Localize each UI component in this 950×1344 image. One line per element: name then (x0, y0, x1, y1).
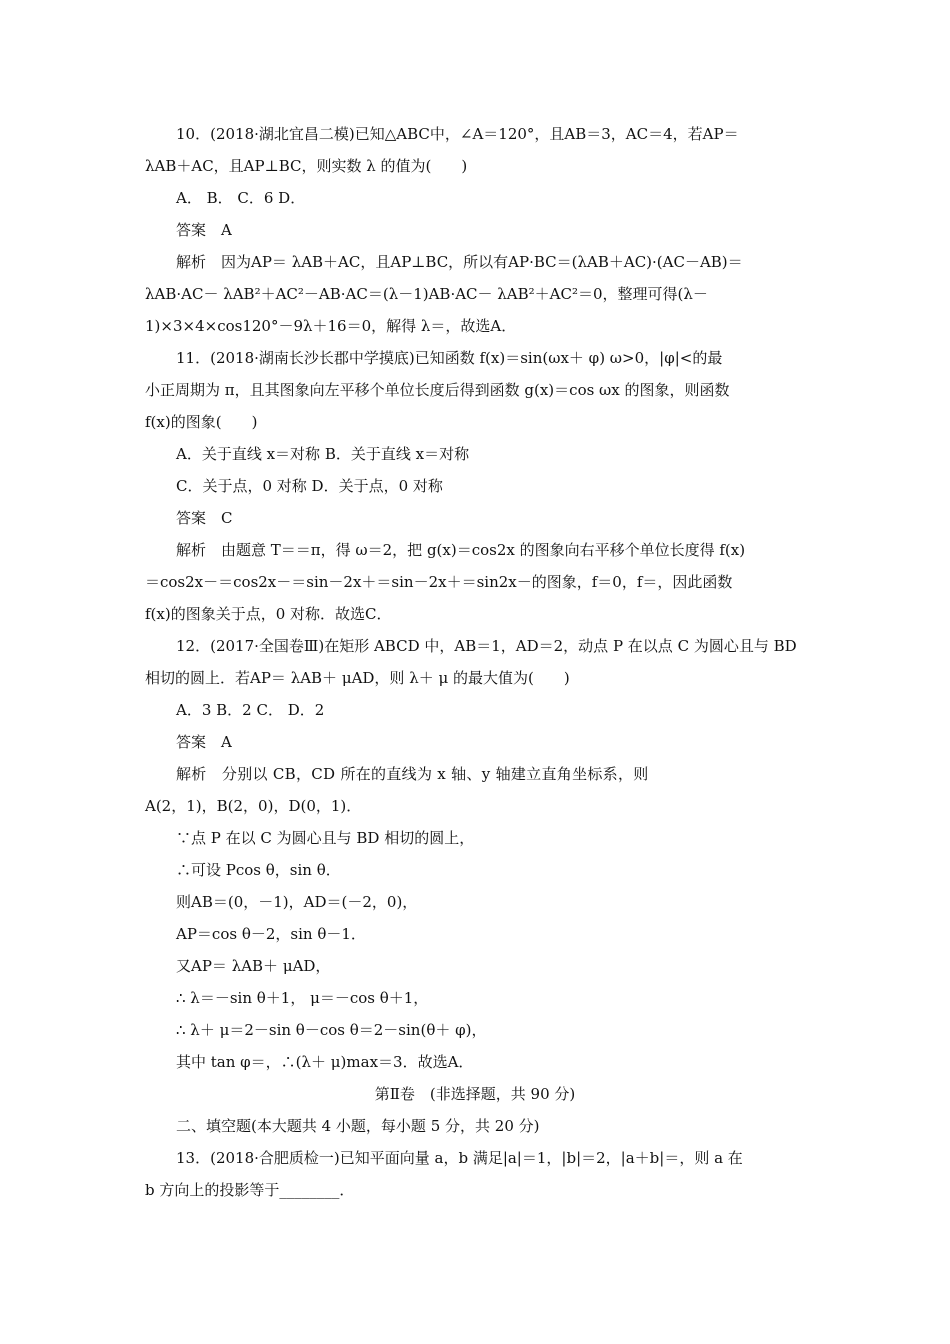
q12-analysis-line9: ∴ λ＋ μ＝2－sin θ－cos θ＝2－sin(θ＋ φ)， (176, 1021, 487, 1039)
q10-stem-line2: λAB＋AC，且AP⊥BC，则实数 λ 的值为( ) (145, 157, 468, 175)
q11-stem-line2: 小正周期为 π，且其图象向左平移个单位长度后得到函数 g(x)＝cos ωx 的图象，则函数 (145, 381, 730, 399)
q12-analysis-line10: 其中 tan φ＝，∴(λ＋ μ)max＝3．故选A． (176, 1053, 474, 1071)
q12-analysis-line6: AP＝cos θ－2，sin θ－1． (176, 925, 366, 943)
q11-stem-line3: f(x)的图象( ) (145, 413, 258, 431)
q12-answer: 答案 A (176, 733, 232, 751)
q12-options: A．3 B．2 C． D．2 (176, 701, 325, 719)
q12-analysis-line5: 则AB＝(0，－1)，AD＝(－2，0)， (176, 893, 418, 911)
q12-stem-line2: 相切的圆上．若AP＝ λAB＋ μAD，则 λ＋ μ 的最大值为( ) (145, 669, 570, 687)
q11-options-cd: C．关于点，0 对称 D．关于点，0 对称 (176, 477, 443, 495)
q13-stem-line1: 13．(2018·合肥质检一)已知平面向量 a，b 满足|a|＝1，|b|＝2，|a＋b|＝，则 a 在 (176, 1149, 743, 1167)
q12-analysis-line3: ∵点 P 在以 C 为圆心且与 BD 相切的圆上， (176, 829, 475, 847)
q12-analysis-line1: 解析 分别以 CB，CD 所在的直线为 x 轴、y 轴建立直角坐标系，则 (176, 765, 649, 783)
q12-analysis-line7: 又AP＝ λAB＋ μAD， (176, 957, 331, 975)
q11-analysis-line2: ＝cos2x－＝cos2x－＝sin－2x＋＝sin－2x＋＝sin2x－的图象，f＝0，f＝，因此函数 (145, 573, 733, 591)
q11-stem-line1: 11．(2018·湖南长沙长郡中学摸底)已知函数 f(x)＝sin(ωx＋ φ) ω>0，|φ|<的最 (176, 349, 723, 367)
q12-stem-line1: 12．(2017·全国卷Ⅲ)在矩形 ABCD 中，AB＝1，AD＝2，动点 P 在以点 C 为圆心且与 BD (176, 637, 797, 655)
q12-analysis-line8: ∴ λ＝－sin θ＋1， μ＝－cos θ＋1， (176, 989, 429, 1007)
q10-analysis-line2: λAB·AC－ λAB²＋AC²－AB·AC＝(λ－1)AB·AC－ λAB²＋AC²＝0，整理可得(λ－ (145, 285, 708, 303)
q13-stem-line2: b 方向上的投影等于________． (145, 1181, 355, 1199)
q10-analysis-line3: 1)×3×4×cos120°－9λ＋16＝0，解得 λ＝，故选A． (145, 317, 517, 335)
section-heading: 二、填空题(本大题共 4 小题，每小题 5 分，共 20 分) (176, 1117, 540, 1135)
q12-analysis-line4: ∴可设 Pcos θ，sin θ． (176, 861, 341, 879)
section-title: 第Ⅱ卷 (非选择题，共 90 分) (374, 1085, 576, 1103)
q11-analysis-line1: 解析 由题意 T＝＝π，得 ω＝2，把 g(x)＝cos2x 的图象向右平移个单位长度得 f(x) (176, 541, 746, 559)
q12-analysis-line2: A(2，1)，B(2，0)，D(0，1)． (145, 797, 362, 815)
q11-answer: 答案 C (176, 509, 233, 527)
q10-stem-line1: 10．(2018·湖北宜昌二模)已知△ABC中，∠A＝120°，且AB＝3，AC＝4，若AP＝ (176, 125, 739, 143)
q10-analysis-line1: 解析 因为AP＝ λAB＋AC，且AP⊥BC，所以有AP·BC＝(λAB＋AC)·(AC－AB)＝ (176, 253, 743, 271)
q11-analysis-line3: f(x)的图象关于点，0 对称．故选C． (145, 605, 392, 623)
q10-options: A． B． C．6 D． (176, 189, 306, 207)
q10-answer: 答案 A (176, 221, 232, 239)
q11-options-ab: A．关于直线 x＝对称 B．关于直线 x＝对称 (176, 445, 470, 463)
